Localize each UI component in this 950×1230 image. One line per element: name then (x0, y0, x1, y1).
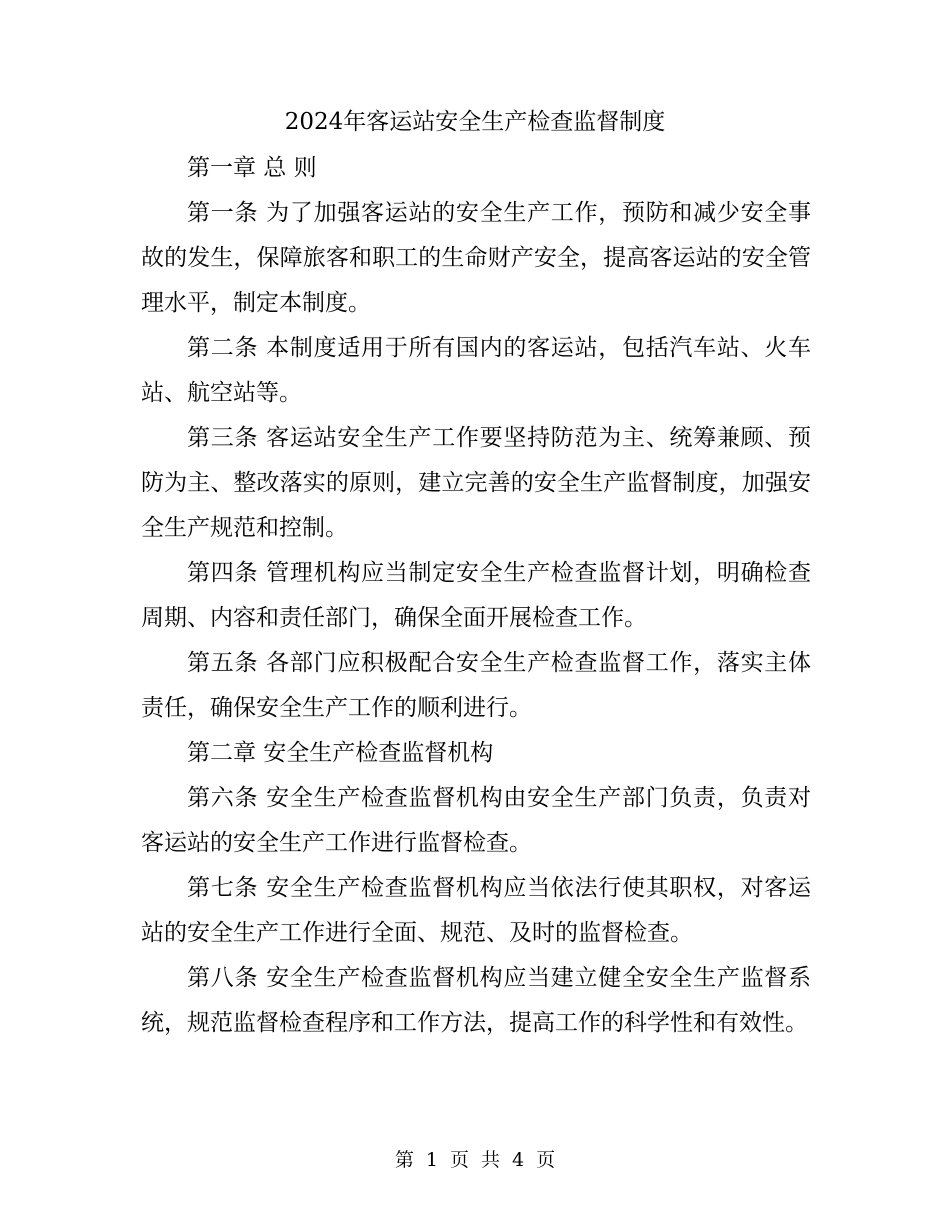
article-8 (141, 956, 811, 1046)
chapter-heading: 第二章 安全生产检查监督机构 (187, 740, 494, 766)
document-body (141, 146, 811, 1046)
document-title: 2024年客运站安全生产检查监督制度 (284, 109, 666, 135)
article-7 (141, 866, 811, 956)
article-text: 客运站安全生产工作要坚持防范为主、统筹兼顾、预防为主、整改落实的原则，建立完善的安全生产监督制度，加强安全生产规范和控制。 (141, 425, 812, 541)
article-label: 第七条 (187, 875, 259, 901)
article-text: 各部门应积极配合安全生产检查监督工作，落实主体责任，确保安全生产工作的顺利进行。 (141, 650, 812, 721)
page-number-footer: 第 1 页 共 4 页 (394, 1149, 556, 1171)
article-3 (141, 416, 811, 551)
article-text: 安全生产检查监督机构由安全生产部门负责，负责对客运站的安全生产工作进行监督检查。 (141, 785, 812, 856)
article-text: 为了加强客运站的安全生产工作，预防和减少安全事故的发生，保障旅客和职工的生命财产安全，提高客运站的安全管理水平，制定本制度。 (141, 200, 812, 316)
article-5 (141, 641, 811, 731)
article-1 (141, 191, 811, 326)
article-text: 安全生产检查监督机构应当依法行使其职权，对客运站的安全生产工作进行全面、规范、及时的监督检查。 (141, 875, 812, 946)
article-text: 本制度适用于所有国内的客运站，包括汽车站、火车站、航空站等。 (141, 335, 812, 406)
article-text: 管理机构应当制定安全生产检查监督计划，明确检查周期、内容和责任部门，确保全面开展检查工作。 (141, 560, 812, 631)
article-4 (141, 551, 811, 641)
article-label: 第二条 (187, 335, 259, 361)
article-label: 第三条 (187, 425, 259, 451)
chapter-heading: 第一章 总 则 (187, 155, 317, 181)
article-label: 第八条 (187, 965, 259, 991)
article-text: 安全生产检查监督机构应当建立健全安全生产监督系统，规范监督检查程序和工作方法，提高工作的科学性和有效性。 (141, 965, 812, 1036)
article-label: 第六条 (187, 785, 259, 811)
article-label: 第五条 (187, 650, 259, 676)
article-2 (141, 326, 811, 416)
article-label: 第一条 (187, 200, 259, 226)
article-6 (141, 776, 811, 866)
article-label: 第四条 (187, 560, 259, 586)
